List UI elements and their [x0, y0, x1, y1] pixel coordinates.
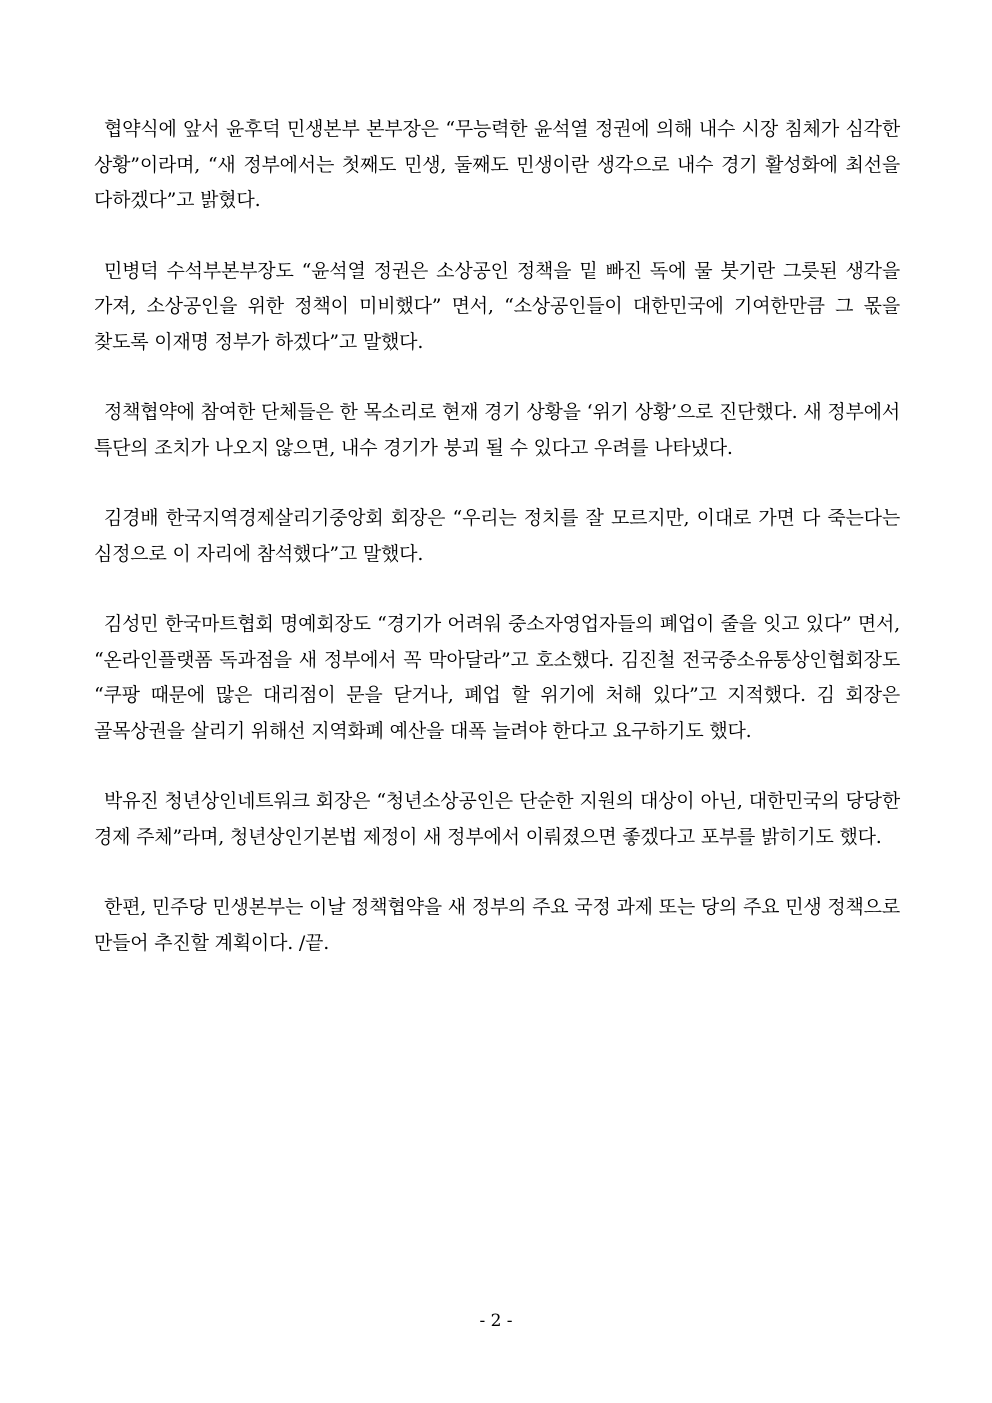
paragraph-2: 민병덕 수석부본부장도 “윤석열 정권은 소상공인 정책을 밑 빠진 독에 물 붓기란 그릇된 생각을 가져, 소상공인을 위한 정책이 미비했다” 면서, “소상공인들이 대한민국에 기여한만큼 그 몫을 찾도록 이재명 정부가 하겠다”고 말했다.: [94, 259, 900, 353]
paragraph-6: 박유진 청년상인네트워크 회장은 “청년소상공인은 단순한 지원의 대상이 아닌, 대한민국의 당당한 경제 주체”라며, 청년상인기본법 제정이 새 정부에서 이뤄졌으면 좋겠다고 포부를 밝히기도 했다.: [94, 790, 900, 848]
paragraph-4: 김경배 한국지역경제살리기중앙회 회장은 “우리는 정치를 잘 모르지만, 이대로 가면 다 죽는다는 심정으로 이 자리에 참석했다”고 말했다.: [94, 507, 900, 565]
paragraph-5: 김성민 한국마트협회 명예회장도 “경기가 어려워 중소자영업자들의 폐업이 줄을 잇고 있다” 면서, “온라인플랫폼 독과점을 새 정부에서 꼭 막아달라”고 호소했다. 김진철 전국중소유통상인협회장도 “쿠팡 때문에 많은 대리점이 문을 닫거나, 폐업 할 위기에 처해 있다”고 지적했다. 김 회장은 골목상권을 살리기 위해선 지역화폐 예산을 대폭 늘려야 한다고 요구하기도 했다.: [94, 613, 900, 742]
paragraph-7: 한편, 민주당 민생본부는 이날 정책협약을 새 정부의 주요 국정 과제 또는 당의 주요 민생 정책으로 만들어 추진할 계획이다. /끝.: [94, 896, 900, 954]
document-body: [94, 112, 900, 996]
paragraph-3: 정책협약에 참여한 단체들은 한 목소리로 현재 경기 상황을 ‘위기 상황’으로 진단했다. 새 정부에서 특단의 조치가 나오지 않으면, 내수 경기가 붕괴 될 수 있다고 우려를 나타냈다.: [94, 401, 900, 459]
page-number: - 2 -: [479, 1311, 513, 1331]
paragraph-1: 협약식에 앞서 윤후덕 민생본부 본부장은 “무능력한 윤석열 정권에 의해 내수 시장 침체가 심각한 상황”이라며, “새 정부에서는 첫째도 민생, 둘째도 민생이란 생각으로 내수 경기 활성화에 최선을 다하겠다”고 밝혔다.: [94, 118, 900, 211]
